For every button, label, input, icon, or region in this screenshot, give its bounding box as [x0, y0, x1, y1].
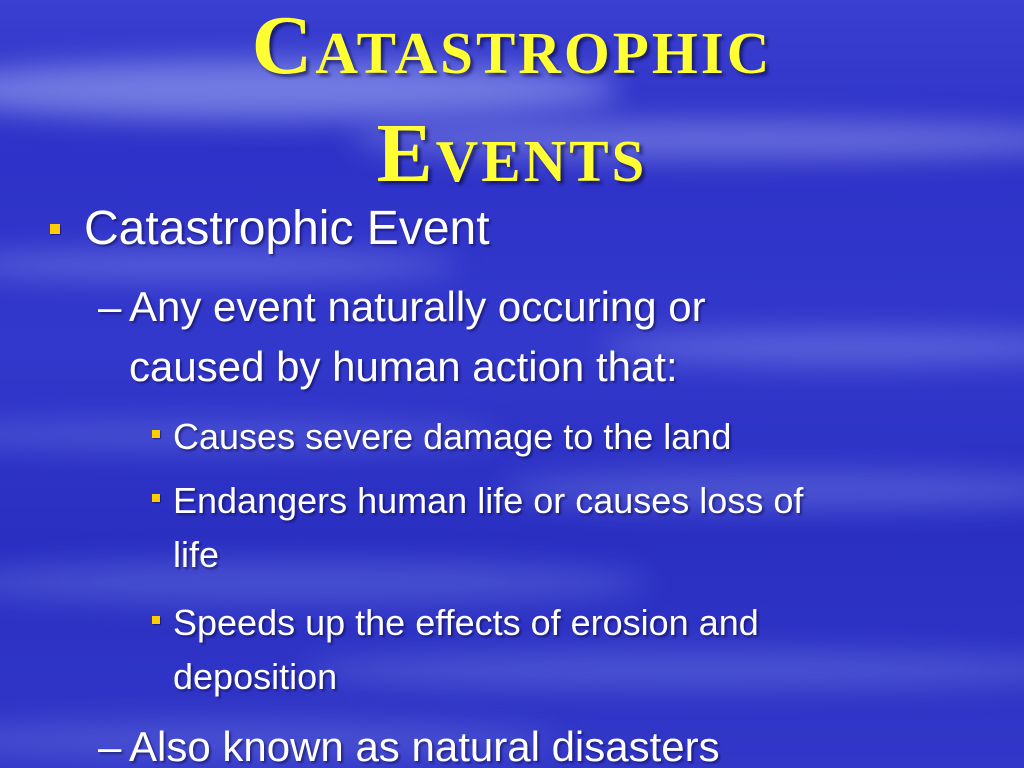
square-bullet-icon — [152, 494, 160, 502]
cloud-streak — [300, 650, 1024, 690]
point-erosion-line2: deposition — [173, 656, 338, 697]
sub-item-definition-line1: Any event naturally occuring or — [129, 283, 706, 330]
point-endangers-life-line1: Endangers human life or causes loss of — [173, 480, 804, 521]
point-endangers-life-line2: life — [173, 534, 220, 575]
square-bullet-icon — [152, 430, 160, 438]
title-line-1: Catastrophic — [251, 0, 773, 92]
square-bullet-icon — [50, 224, 60, 234]
point-erosion-line1: Speeds up the effects of erosion and — [173, 602, 759, 643]
point-damage-land: Causes severe damage to the land — [173, 416, 732, 457]
dash-icon: – — [98, 283, 122, 330]
title-line-2: Events — [376, 107, 648, 200]
slide-title — [0, 0, 1024, 200]
square-bullet-icon — [152, 616, 160, 624]
sub-item-definition-line2: caused by human action that: — [129, 343, 678, 390]
bullet-catastrophic-event: Catastrophic Event — [84, 202, 490, 255]
dash-icon: – — [98, 723, 122, 768]
sub-item-also-known: Also known as natural disasters — [129, 723, 720, 768]
